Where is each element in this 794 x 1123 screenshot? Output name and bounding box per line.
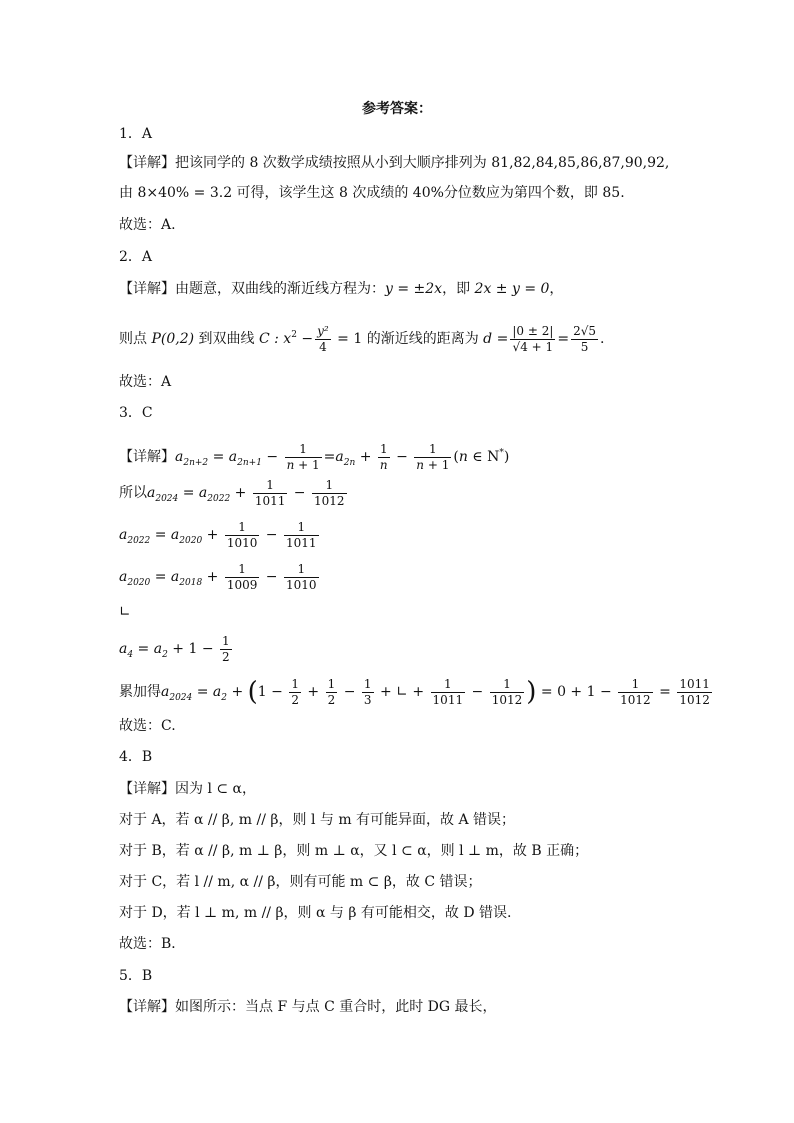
q1-line-1: 【详解】把该同学的 8 次数学成绩按照从小到大顺序排列为 81,82,84,85,86,87,90,92, bbox=[119, 155, 670, 171]
q4-line-1: 【详解】因为 l ⊂ α， bbox=[119, 781, 257, 797]
q4-line-4: 对于 C，若 l // m, α // β，则有可能 m ⊂ β，故 C 错误； bbox=[119, 874, 482, 890]
page-title: 参考答案： bbox=[362, 101, 432, 117]
q3-step-4: $a_4 = a_2 + 1$ − $\frac{1}{2}$ bbox=[119, 633, 230, 664]
q1-answer: 故选：A. bbox=[119, 217, 176, 233]
q4-line-2: 对于 A，若 α // β, m // β，则 l 与 m 有可能异面，故 A 错误； bbox=[119, 812, 516, 828]
q2-line-1: 【详解】由题意，双曲线的渐近线方程为：y = ±2x，即 2x ± y = 0， bbox=[119, 281, 564, 297]
q3-sum: 累加得$a_{2024} = a_2 + (1$ − $\frac{1}{2}$ + $\frac{1}{2}$ − $\frac{1}{3}$ + ∟ + $\frac{1}{1011}$ − $\frac{1}{1012}$ ) = 0 + 1 − $\frac{1}{1012}$ = $\frac{1011}{1012}$ bbox=[119, 676, 710, 707]
q2-line-2: 则点 P(0,2) 到双曲线 C : $x^2$ − $\frac{\text{y²}}{4}$ = 1 的渐近线的距离为 d = $\frac{|0 \pm 2|}{√4 + 1}$ = $\frac{2√5}{5}$ . bbox=[119, 323, 605, 354]
q3-step-2024: 所以$a_{2024} = a_{2022}$ + $\frac{1}{1011}$ − $\frac{1}{1012}$ bbox=[119, 477, 345, 508]
q3-step-2022: $a_{2022} = a_{2020}$ + $\frac{1}{1010}$ − $\frac{1}{1011}$ bbox=[119, 519, 317, 550]
q2-frac-y2-over-4: $\frac{\text{y²}}{4}$ bbox=[317, 323, 329, 354]
q3-recurrence: 【详解】$a_{2n+2} = a_{2n+1}$ − $\frac{1}{n + 1}$ $=a_{2n}$ + $\frac{1}{n}$ − $\frac{1}{n + 1}$ (n ∈ N*) bbox=[119, 441, 510, 472]
q5-number: 5．B bbox=[119, 968, 153, 984]
q3-ellipsis: ∟ bbox=[119, 604, 131, 620]
q1-line-2: 由 8×40% = 3.2 可得，该学生这 8 次成绩的 40%分位数应为第四个数，即 85. bbox=[119, 185, 625, 201]
q2-frac-result: $\frac{2√5}{5}$ bbox=[573, 323, 597, 354]
q4-line-3: 对于 B，若 α // β, m ⊥ β，则 m ⊥ α，又 l ⊂ α，则 l ⊥ m，故 B 正确； bbox=[119, 843, 589, 859]
q3-answer: 故选：C. bbox=[119, 718, 176, 734]
q3-step-2020: $a_{2020} = a_{2018}$ + $\frac{1}{1009}$ − $\frac{1}{1010}$ bbox=[119, 561, 317, 592]
q4-line-5: 对于 D，若 l ⊥ m, m // β，则 α 与 β 有可能相交，故 D 错误. bbox=[119, 905, 512, 921]
q4-answer: 故选：B． bbox=[119, 936, 186, 952]
q2-frac-distance: $\frac{|0 \pm 2|}{√4 + 1}$ bbox=[512, 323, 554, 354]
q3-number: 3．C bbox=[119, 405, 153, 421]
q5-line-1: 【详解】如图所示：当点 F 与点 C 重合时，此时 DG 最长， bbox=[119, 999, 497, 1015]
q2-number: 2．A bbox=[119, 249, 153, 265]
q2-answer: 故选：A bbox=[119, 374, 172, 390]
q1-number: 1．A bbox=[119, 126, 153, 142]
q4-number: 4．B bbox=[119, 749, 153, 765]
